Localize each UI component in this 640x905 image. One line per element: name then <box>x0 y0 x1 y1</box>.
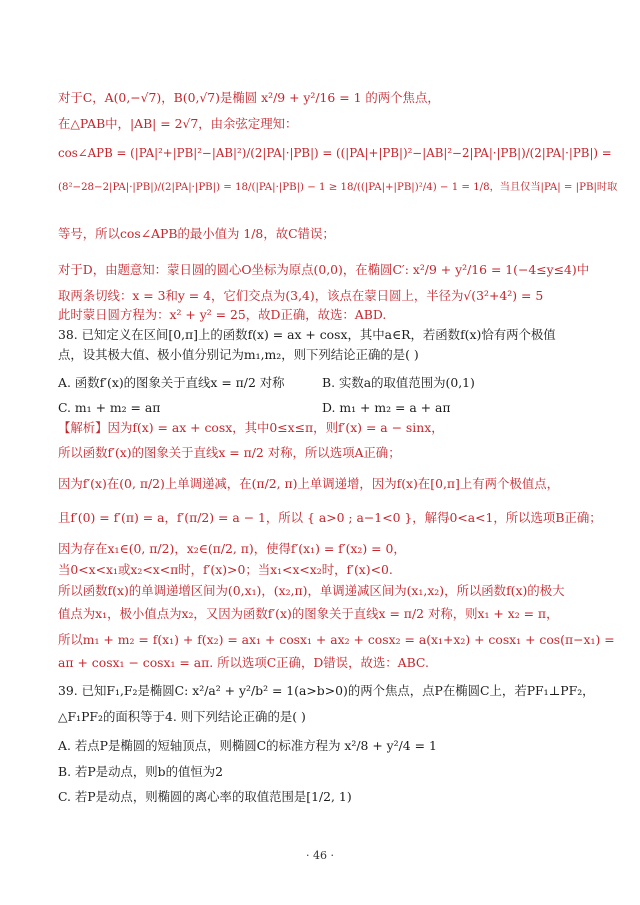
option-39-b: B. 若P是动点，则b的值恒为2 <box>58 764 224 779</box>
solution-line: 在△PAB中，|AB| = 2√7，由余弦定理知： <box>58 116 298 131</box>
solution-line: 对于D，由题意知：蒙日圆的圆心O坐标为原点(0,0)，在椭圆C′: x²/9 + y²/16 = 1(−4≤y≤4)中 <box>58 262 590 277</box>
analysis-line: 因为f′(x)在(0, π/2)上单调递减，在(π/2, π)上单调递增，因为f(x)在[0,π]上有两个极值点， <box>58 476 559 491</box>
question-38-stem: 38. 已知定义在区间[0,π]上的函数f(x) = ax + cosx，其中a∈R，若函数f(x)恰有两个极值 <box>58 327 556 342</box>
option-38-b: B. 实数a的取值范围为(0,1) <box>322 375 475 390</box>
solution-line: 对于C，A(0,−√7)，B(0,√7)是椭圆 x²/9 + y²/16 = 1 的两个焦点， <box>58 90 440 105</box>
solution-line: 等号，所以cos∠APB的最小值为 1/8，故C错误； <box>58 226 335 241</box>
option-38-a: A. 函数f′(x)的图象关于直线x = π/2 对称 <box>58 375 285 390</box>
question-39-stem: 39. 已知F₁,F₂是椭圆C: x²/a² + y²/b² = 1(a>b>0)的两个焦点，点P在椭圆C上，若PF₁⊥PF₂， <box>58 683 595 698</box>
solution-line: cos∠APB = (|PA|²+|PB|²−|AB|²)/(2|PA|·|PB|) = ((|PA|+|PB|)²−|AB|²−2|PA|·|PB|)/(2|PA|·|PB|) = <box>58 146 612 160</box>
solution-line: 此时蒙日圆方程为：x² + y² = 25，故D正确，故选：ABD. <box>58 307 387 322</box>
analysis-line: 因为存在x₁∈(0, π/2)，x₂∈(π/2, π)，使得f′(x₁) = f′(x₂) = 0， <box>58 541 406 556</box>
question-38-stem: 点，设其极大值、极小值分别记为m₁,m₂，则下列结论正确的是( ) <box>58 347 419 362</box>
option-38-d: D. m₁ + m₂ = a + aπ <box>322 400 451 415</box>
option-38-c: C. m₁ + m₂ = aπ <box>58 400 161 415</box>
analysis-line: 所以m₁ + m₂ = f(x₁) + f(x₂) = ax₁ + cosx₁ + ax₂ + cosx₂ = a(x₁+x₂) + cosx₁ + cos(π−x₁) = <box>58 632 615 647</box>
analysis-line: 当0<x<x₁或x₂<x<π时，f′(x)>0；当x₁<x<x₂时，f′(x)<0. <box>58 562 393 577</box>
analysis-line: aπ + cosx₁ − cosx₁ = aπ. 所以选项C正确，D错误，故选：ABC. <box>58 655 429 670</box>
analysis-line: 【解析】因为f(x) = ax + cosx，其中0≤x≤π，则f′(x) = a − sinx， <box>58 420 444 435</box>
option-39-a: A. 若点P是椭圆的短轴顶点，则椭圆C的标准方程为 x²/8 + y²/4 = 1 <box>58 738 437 753</box>
analysis-line: 所以函数f′(x)的图象关于直线x = π/2 对称，所以选项A正确； <box>58 445 401 460</box>
option-39-c: C. 若P是动点，则椭圆的离心率的取值范围是[1/2, 1) <box>58 789 352 804</box>
analysis-line: 值点为x₁，极小值点为x₂，又因为函数f′(x)的图象关于直线x = π/2 对称，则x₁ + x₂ = π， <box>58 606 559 621</box>
analysis-line: 且f′(0) = f′(π) = a，f′(π/2) = a − 1，所以 { a>0 ; a−1<0 }，解得0<a<1，所以选项B正确； <box>58 510 602 525</box>
page-number: · 46 · <box>306 849 334 862</box>
solution-line: 取两条切线：x = 3和y = 4，它们交点为(3,4)，该点在蒙日圆上，半径为√(3²+4²) = 5 <box>58 288 544 303</box>
solution-line: (8²−28−2|PA|·|PB|)/(2|PA|·|PB|) = 18/(|PA|·|PB|) − 1 ≥ 18/((|PA|+|PB|)²/4) − 1 = 1/8，当且仅当|PA| = |PB|时取 <box>58 182 618 193</box>
analysis-line: 所以函数f(x)的单调递增区间为(0,x₁)，(x₂,π)，单调递减区间为(x₁,x₂)，所以函数f(x)的极大 <box>58 583 565 598</box>
question-39-stem: △F₁PF₂的面积等于4. 则下列结论正确的是( ) <box>58 709 306 724</box>
